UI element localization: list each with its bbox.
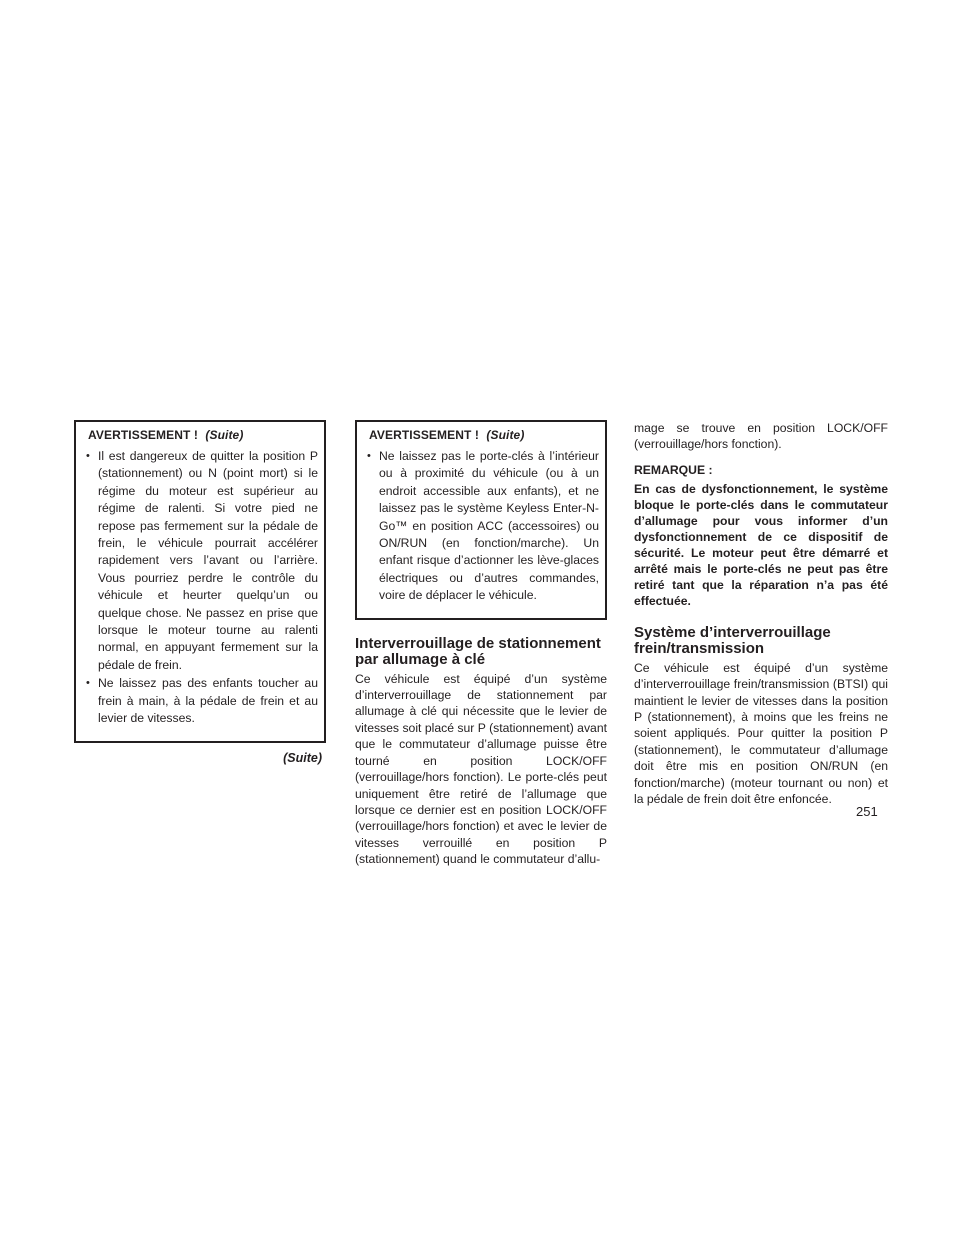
body-paragraph: Ce véhicule est équipé d’un système d’interverrouillage frein/transmission (BTSI) qui maintient le levier de vitesses dans la position P (stationnement), à moins que les freins ne soient appliqués. Pour quitter la position P (stationnement), le commutateur d’allumage doit être mis en position ON/RUN (en fonction/marche) (moteur tournant ou non) et la pédale de frein doit être enfoncée. — [634, 660, 888, 807]
warning-bullet-text: Ne laissez pas le porte-clés à l’intérieur ou à proximité du véhicule (ou à un endroit accessible aux enfants), et ne laissez pas le système Keyless Enter-N-Go™ en position ACC (accessoires) ou ON/RUN (en fonction/marche). Un enfant risque d’actionner les lève-glaces électriques ou d’autres commandes, voire de déplacer le véhicule. — [379, 449, 599, 603]
suite-footer: (Suite) — [283, 750, 322, 765]
heading-line: Interverrouillage de stationnement — [355, 634, 601, 652]
warning-title-label: AVERTISSEMENT ! — [369, 428, 479, 442]
body-paragraph: Ce véhicule est équipé d’un système d’interverrouillage de stationnement par allumage à clé qui nécessite que le levier de vitesses soit placé sur P (stationnement) avant que le commutateur d’allumage puisse être tourné en position LOCK/OFF (verrouillage/hors fonction). Le porte-clés peut uniquement être retiré de l’allumage que lorsque ce dernier est en position LOCK/OFF (verrouillage/hors fonction) et avec le levier de vitesses verrouillé en position P (stationnement) quand le commutateur d’allu- — [355, 671, 607, 867]
warning-title — [88, 428, 318, 442]
warning-bullet — [86, 675, 318, 727]
note-text: En cas de dysfonctionnement, le système bloque le porte-clés dans le commutateur d’allumage pour vous informer d’un dysfonctionnement de ce dispositif de sécurité. Le moteur peut être démarré et arrêté mais le porte-clés ne peut pas être retiré tant que la réparation n’a pas été effectuée. — [634, 481, 888, 608]
section-heading-btsi — [634, 625, 888, 657]
heading-line: par allumage à clé — [355, 650, 486, 668]
bullet-icon: • — [367, 450, 371, 462]
column-middle — [355, 420, 607, 868]
warning-bullet-text: Ne laissez pas des enfants toucher au frein à main, à la pédale de frein et au levier de vitesses. — [98, 676, 318, 726]
body-paragraph-continued: mage se trouve en position LOCK/OFF (verrouillage/hors fonction). — [634, 421, 888, 452]
section-heading-park-interlock — [355, 636, 607, 668]
warning-title — [369, 428, 599, 442]
warning-title-suite: (Suite) — [205, 428, 244, 442]
page-number: 251 — [856, 804, 878, 819]
heading-line: frein/transmission — [634, 639, 765, 657]
warning-bullet — [86, 448, 318, 674]
warning-bullet-text: Il est dangereux de quitter la position P (stationnement) ou N (point mort) si le régime du moteur est supérieur au régime de ralenti. Si votre pied ne repose pas fermement sur la pédale de frein, le véhicule pourrait accélérer rapidement vers l’avant ou l’arrière. Vous pourriez perdre le contrôle du véhicule et heurter quelqu’un ou quelque chose. Ne passez en prise que lorsque le moteur tourne au ralenti normal, en appuyant fermement sur la pédale de frein. — [98, 449, 318, 672]
note-label: REMARQUE : — [634, 462, 713, 477]
bullet-icon: • — [86, 450, 90, 462]
warning-box — [74, 420, 326, 743]
bullet-icon: • — [86, 677, 90, 690]
heading-line: Système d’interverrouillage — [634, 623, 831, 641]
column-right — [634, 420, 888, 807]
warning-title-label: AVERTISSEMENT ! — [88, 428, 198, 442]
column-left — [74, 420, 326, 765]
warning-bullet — [367, 448, 599, 605]
warning-box — [355, 420, 607, 620]
warning-title-suite: (Suite) — [486, 428, 525, 442]
